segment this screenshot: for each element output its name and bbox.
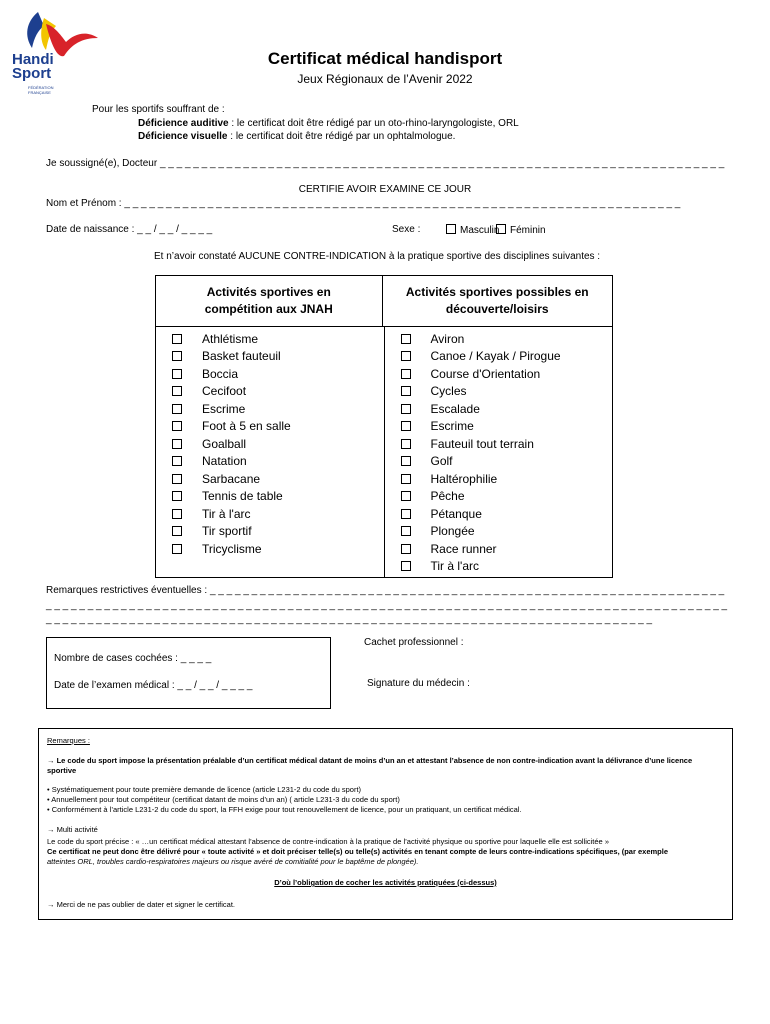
date-naissance-field[interactable]: Date de naissance : _ _ / _ _ / _ _ _ _ (46, 224, 213, 235)
remarques-box (38, 728, 733, 920)
activity-checkbox[interactable] (172, 386, 182, 396)
remarque-bullet-3: • Conformément à l’article L231-2 du code du sport, la FFH exige pour tout renouvellement de licence, pour un pratiquant, un certificat médical. (47, 805, 522, 814)
multi-activite-line3: atteintes ORL, troubles cardio-respiratoires majeurs ou risque avéré de comitialité pour le baptême de plongée). (47, 857, 419, 866)
doctor-field[interactable]: Je soussigné(e), Docteur _ _ _ _ _ _ _ _ _ _ _ _ _ _ _ _ _ _ _ _ _ _ _ _ _ _ _ _ _ _ _ _ _ _ _ _ _ _ _ _ _ _ _ _ _ _ _ _ _ _ _ _ _ _ _ _ _ _ _ _ _ _ _ _ _ _ _ _ (46, 158, 725, 169)
activity-row[interactable] (156, 470, 384, 488)
auditive-label: Déficience auditive (138, 118, 229, 129)
competition-column (156, 327, 385, 577)
activity-row[interactable] (385, 505, 613, 523)
masculin-option[interactable] (446, 224, 499, 236)
multi-activite-title: → Multi activité (47, 825, 98, 834)
activity-checkbox[interactable] (172, 404, 182, 414)
activity-row[interactable] (385, 330, 613, 348)
header-competition: Activités sportives en compétition aux JNAH (156, 276, 383, 326)
activities-table (155, 275, 613, 578)
feminin-label: Féminin (510, 225, 546, 236)
intro-visuelle (138, 131, 455, 142)
activity-label: Escrime (202, 401, 246, 416)
activity-label: Escalade (430, 401, 480, 416)
feminin-checkbox[interactable] (496, 224, 506, 234)
activity-row[interactable] (156, 383, 384, 401)
nombre-cases-field[interactable]: Nombre de cases cochées : _ _ _ _ (54, 653, 212, 664)
activity-checkbox[interactable] (172, 369, 182, 379)
header-decouverte: Activités sportives possibles en découverte/loisirs (405, 285, 589, 316)
decouverte-column (385, 327, 613, 577)
auditive-text: : le certificat doit être rédigé par un oto-rhino-laryngologiste, ORL (228, 118, 519, 129)
activity-label: Tricyclisme (202, 541, 262, 556)
activity-checkbox[interactable] (172, 421, 182, 431)
activity-checkbox[interactable] (172, 491, 182, 501)
visuelle-label: Déficience visuelle (138, 131, 228, 142)
activity-checkbox[interactable] (172, 509, 182, 519)
remarque-bullet-2: • Annuellement pour tout compétiteur (certificat datant de moins d’un an) ( article L231-3 du code du sport) (47, 795, 400, 804)
activity-label: Cecifoot (202, 384, 247, 399)
activity-label: Goalball (202, 436, 247, 451)
activity-row[interactable] (156, 523, 384, 541)
activity-row[interactable] (156, 418, 384, 436)
activity-label: Golf (430, 454, 453, 469)
contre-indication-text: Et n’avoir constaté AUCUNE CONTRE-INDICATION à la pratique sportive des disciplines suivantes : (154, 251, 601, 262)
activity-row[interactable] (156, 348, 384, 366)
activity-label: Course d'Orientation (430, 366, 541, 381)
activity-checkbox[interactable] (401, 526, 411, 536)
logo-handi-text: Handi (12, 51, 54, 68)
obligation-text: D’où l’obligation de cocher les activités pratiquées (ci-dessus) (274, 878, 497, 887)
activity-checkbox[interactable] (401, 491, 411, 501)
activity-label: Aviron (430, 331, 465, 346)
remarques-restrictives-line1[interactable]: Remarques restrictives éventuelles : _ _ _ _ _ _ _ _ _ _ _ _ _ _ _ _ _ _ _ _ _ _ _ _ _ _ _ _ _ _ _ _ _ _ _ _ _ _ _ _ _ _ _ _ _ _ _ _ _ _ _ _ _ _ _ _ _ _ _ _ _ _ (46, 585, 725, 596)
activity-label: Canoe / Kayak / Pirogue (430, 349, 561, 364)
activity-checkbox[interactable] (401, 439, 411, 449)
remarques-restrictives-line3[interactable]: _ _ _ _ _ _ _ _ _ _ _ _ _ _ _ _ _ _ _ _ _ _ _ _ _ _ _ _ _ _ _ _ _ _ _ _ _ _ _ _ _ _ _ _ _ _ _ _ _ _ _ _ _ _ _ _ _ _ _ _ _ _ _ _ _ _ _ _ _ _ _ _ _ (46, 614, 653, 625)
multi-activite-line1: Le code du sport précise : « …un certificat médical attestant l’absence de contre-indication à la pratique de l’activité physique ou sportive pour laquelle elle est sollicitée » (47, 837, 609, 846)
table-header (156, 276, 612, 327)
activity-checkbox[interactable] (172, 456, 182, 466)
activity-checkbox[interactable] (401, 386, 411, 396)
activity-label: Fauteuil tout terrain (430, 436, 534, 451)
remarques-restrictives-line2[interactable]: _ _ _ _ _ _ _ _ _ _ _ _ _ _ _ _ _ _ _ _ _ _ _ _ _ _ _ _ _ _ _ _ _ _ _ _ _ _ _ _ _ _ _ _ _ _ _ _ _ _ _ _ _ _ _ _ _ _ _ _ _ _ _ _ _ _ _ _ _ _ _ _ _ _ _ _ _ _ _ _ _ _ (46, 600, 728, 611)
activity-row[interactable] (385, 558, 613, 576)
activity-row[interactable] (385, 365, 613, 383)
page-subtitle: Jeux Régionaux de l’Avenir 2022 (297, 72, 473, 86)
signature-label: Signature du médecin : (367, 678, 470, 689)
activity-label: Escrime (430, 419, 474, 434)
activity-row[interactable] (385, 540, 613, 558)
activity-checkbox[interactable] (172, 526, 182, 536)
remarques-title: Remarques : (47, 736, 90, 745)
activity-row[interactable] (156, 365, 384, 383)
activity-row[interactable] (156, 400, 384, 418)
masculin-checkbox[interactable] (446, 224, 456, 234)
activity-row[interactable] (156, 488, 384, 506)
activity-row[interactable] (385, 383, 613, 401)
activity-row[interactable] (156, 330, 384, 348)
visuelle-text: : le certificat doit être rédigé par un ophtalmologue. (227, 131, 456, 142)
activity-row[interactable] (385, 470, 613, 488)
activity-checkbox[interactable] (401, 351, 411, 361)
logo-federation-text: FÉDÉRATION (28, 85, 54, 90)
activity-label: Pêche (430, 489, 465, 504)
date-examen-field[interactable]: Date de l’examen médical : _ _ / _ _ / _ _ _ _ (54, 680, 253, 691)
activity-row[interactable] (385, 348, 613, 366)
activity-checkbox[interactable] (172, 474, 182, 484)
activity-label: Pétanque (430, 506, 482, 521)
activity-checkbox[interactable] (401, 474, 411, 484)
remarque-code-sport-cont: sportive (47, 766, 77, 775)
activity-checkbox[interactable] (401, 509, 411, 519)
activity-label: Athlétisme (202, 331, 259, 346)
activity-checkbox[interactable] (401, 334, 411, 344)
activity-label: Plongée (430, 524, 475, 539)
activity-label: Basket fauteuil (202, 349, 281, 364)
nom-prenom-field[interactable]: Nom et Prénom : _ _ _ _ _ _ _ _ _ _ _ _ _ _ _ _ _ _ _ _ _ _ _ _ _ _ _ _ _ _ _ _ _ _ _ _ _ _ _ _ _ _ _ _ _ _ _ _ _ _ _ _ _ _ _ _ _ _ _ _ _ _ _ _ _ _ _ (46, 198, 681, 209)
activity-label: Haltérophilie (430, 471, 498, 486)
activity-checkbox[interactable] (401, 561, 411, 571)
merci-text: → Merci de ne pas oublier de dater et signer le certificat. (47, 900, 236, 909)
activity-checkbox[interactable] (172, 351, 182, 361)
activity-checkbox[interactable] (401, 369, 411, 379)
activity-row[interactable] (156, 453, 384, 471)
feminin-option[interactable] (496, 224, 546, 236)
exam-summary-box (46, 637, 331, 709)
activity-row[interactable] (385, 453, 613, 471)
activity-checkbox[interactable] (172, 439, 182, 449)
table-body (156, 327, 612, 577)
activity-row[interactable] (156, 505, 384, 523)
sexe-label: Sexe : (392, 224, 421, 235)
activity-row[interactable] (156, 540, 384, 558)
intro-lead: Pour les sportifs souffrant de : (92, 104, 225, 115)
activity-label: Tir à l'arc (202, 506, 251, 521)
activity-label: Sarbacane (202, 471, 261, 486)
activity-row[interactable] (385, 523, 613, 541)
activity-checkbox[interactable] (172, 334, 182, 344)
page-title: Certificat médical handisport (267, 49, 503, 68)
activity-label: Natation (202, 454, 247, 469)
multi-activite-line2: Ce certificat ne peut donc être délivré pour « toute activité » et doit préciser telle(s) ou telle(s) activités en tenant compte de leurs contre-indications spécifiques, (par exemple (47, 847, 669, 856)
activity-checkbox[interactable] (172, 544, 182, 554)
activity-checkbox[interactable] (401, 421, 411, 431)
logo-francaise-text: FRANÇAISE (28, 90, 51, 95)
activity-row[interactable] (385, 418, 613, 436)
activity-label: Tir sportif (202, 524, 252, 539)
remarque-bullet-1: • Systématiquement pour toute première demande de licence (article L231-2 du code du sport) (47, 785, 362, 794)
activity-label: Tir à l'arc (430, 559, 480, 574)
activity-label: Foot à 5 en salle (202, 419, 291, 434)
activity-row[interactable] (385, 488, 613, 506)
cachet-label: Cachet professionnel : (364, 637, 464, 648)
activity-label: Tennis de table (202, 489, 283, 504)
activity-checkbox[interactable] (401, 544, 411, 554)
certifie-text: CERTIFIE AVOIR EXAMINE CE JOUR (298, 184, 472, 195)
activity-row[interactable] (385, 400, 613, 418)
intro-auditive (138, 118, 519, 129)
activity-row[interactable] (385, 435, 613, 453)
masculin-label: Masculin (460, 225, 500, 236)
activity-checkbox[interactable] (401, 456, 411, 466)
activity-label: Cycles (430, 384, 467, 399)
logo-sport-text: Sport (12, 65, 52, 82)
activity-checkbox[interactable] (401, 404, 411, 414)
activity-label: Boccia (202, 366, 239, 381)
activity-label: Race runner (430, 541, 497, 556)
remarque-code-sport: → Le code du sport impose la présentation préalable d’un certificat médical datant de moins d’un an et attestant l’absence de non contre-indication avant la délivrance d’une licence (47, 756, 693, 765)
activity-row[interactable] (156, 435, 384, 453)
